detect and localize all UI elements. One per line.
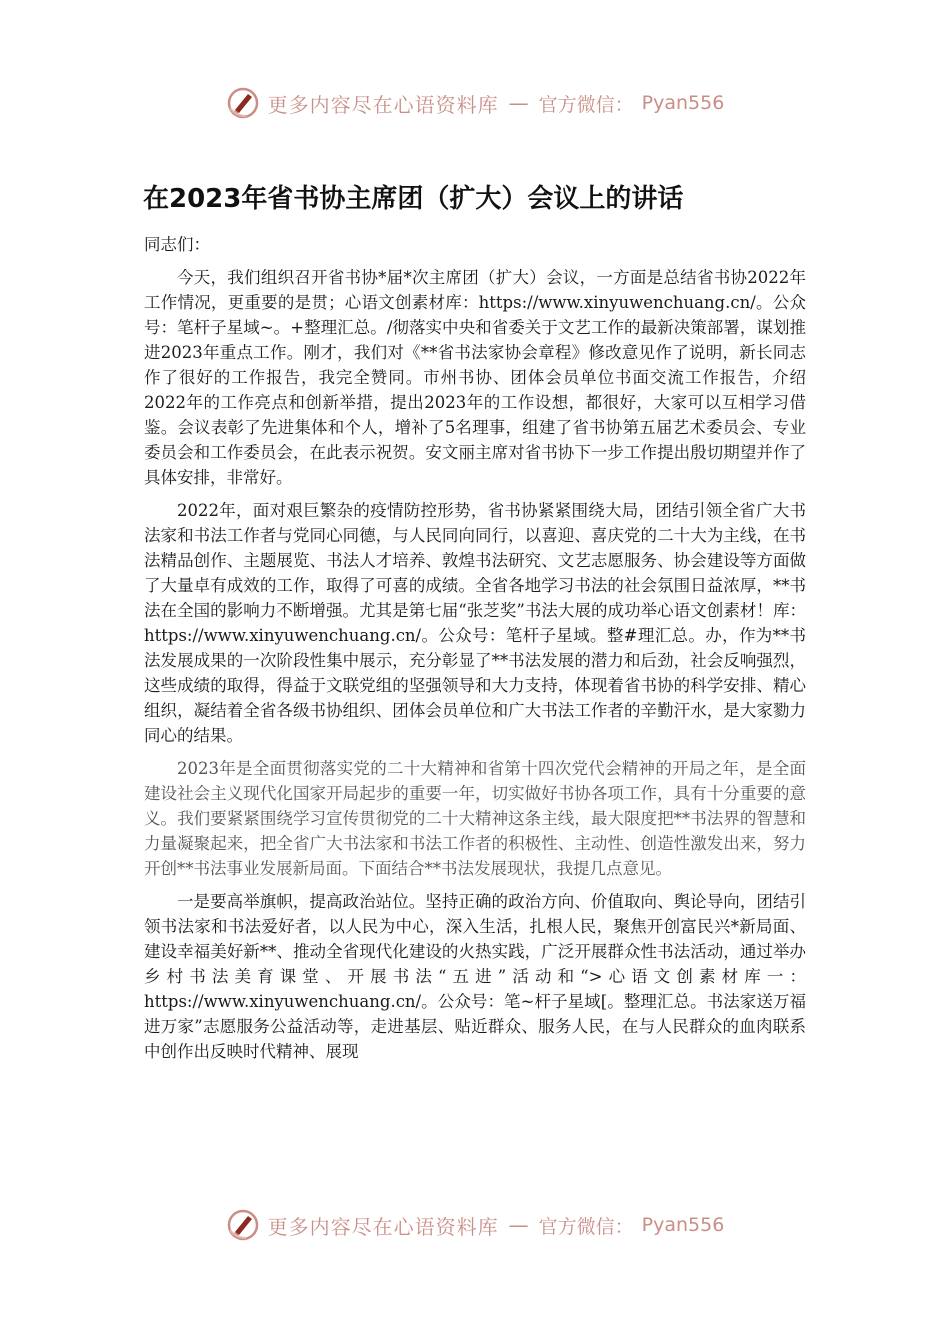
greeting: 同志们： <box>144 235 210 254</box>
banner-brand-text: 更多内容尽在心语资料库 <box>267 92 499 117</box>
paragraph-3: 2023年是全面贯彻落实党的二十大精神和省第十四次党代会精神的开局之年，是全面建设社会主义现代化国家开局起步的重要一年，切实做好书协各项工作，具有十分重要的意义。我们要紧紧围绕学习宣传贯彻党的二十大精神这条主线，最大限度把**书法界的智慧和力量凝聚起来，把全省广大书法家和书法工作者的积极性、主动性、创造性激发出来，努力开创**书法事业发展新局面。下面结合**书法发展现状，我提几点意见。 <box>144 759 806 878</box>
banner-separator: — <box>508 1213 529 1237</box>
document-title: 在2023年省书协主席团（扩大）会议上的讲话 <box>143 184 684 214</box>
document-body <box>144 232 806 1064</box>
pen-logo-icon <box>226 1208 260 1242</box>
header-banner <box>0 86 950 120</box>
banner-separator: — <box>508 91 529 115</box>
paragraph-4: 一是要高举旗帜，提高政治站位。坚持正确的政治方向、价值取向、舆论导向，团结引领书法家和书法爱好者，以人民为中心，深入生活，扎根人民，聚焦开创富民兴*新局面、建设幸福美好新**、推动全省现代化建设的火热实践，广泛开展群众性书法活动，通过举办乡村书法美育课堂、开展书法“五进”活动和“>心语文创素材库一：https://www.xinyuwenchuang.cn/。公众号：笔~杆子星域[。整理汇总。书法家送万福进万家”志愿服务公益活动等，走进基层、贴近群众、服务人民，在与人民群众的血肉联系中创作出反映时代精神、展现 <box>144 892 806 1061</box>
banner-wechat-id: Pyan556 <box>641 1214 725 1236</box>
banner-brand-text: 更多内容尽在心语资料库 <box>267 1214 499 1239</box>
paragraph-2: 2022年，面对艰巨繁杂的疫情防控形势，省书协紧紧围绕大局，团结引领全省广大书法家和书法工作者与党同心同德，与人民同向同行，以喜迎、喜庆党的二十大为主线，在书法精品创作、主题展览、书法人才培养、敦煌书法研究、文艺志愿服务、协会建设等方面做了大量卓有成效的工作，取得了可喜的成绩。全省各地学习书法的社会氛围日益浓厚，**书法在全国的影响力不断增强。尤其是第七届“张芝奖”书法大展的成功举心语文创素材！库：https://www.xinyuwenchuang.cn/。公众号：笔杆子星域。整#理汇总。办，作为**书法发展成果的一次阶段性集中展示，充分彰显了**书法发展的潜力和后劲，社会反响强烈，这些成绩的取得，得益于文联党组的坚强领导和大力支持，体现着省书协的科学安排、精心组织，凝结着全省各级书协组织、团体会员单位和广大书法工作者的辛勤汗水，是大家勠力同心的结果。 <box>144 501 806 745</box>
footer-banner <box>0 1208 950 1242</box>
paragraph-1: 今天，我们组织召开省书协*届*次主席团（扩大）会议，一方面是总结省书协2022年工作情况，更重要的是贯；心语文创素材库：https://www.xinyuwenchuang.cn/。公众号：笔杆子星域~。+整理汇总。/彻落实中央和省委关于文艺工作的最新决策部署，谋划推进2023年重点工作。刚才，我们对《**省书法家协会章程》修改意见作了说明，新长同志作了很好的工作报告，我完全赞同。市州书协、团体会员单位书面交流工作报告，介绍2022年的工作亮点和创新举措，提出2023年的工作设想，都很好，大家可以互相学习借鉴。会议表彰了先进集体和个人，增补了5名理事，组建了省书协第五届艺术委员会、专业委员会和工作委员会，在此表示祝贺。安文丽主席对省书协下一步工作提出殷切期望并作了具体安排，非常好。 <box>144 268 806 487</box>
banner-wechat-label: 官方微信： <box>538 1215 634 1238</box>
banner-wechat-label: 官方微信： <box>538 93 634 116</box>
banner-wechat-id: Pyan556 <box>641 92 725 114</box>
pen-logo-icon <box>226 86 260 120</box>
